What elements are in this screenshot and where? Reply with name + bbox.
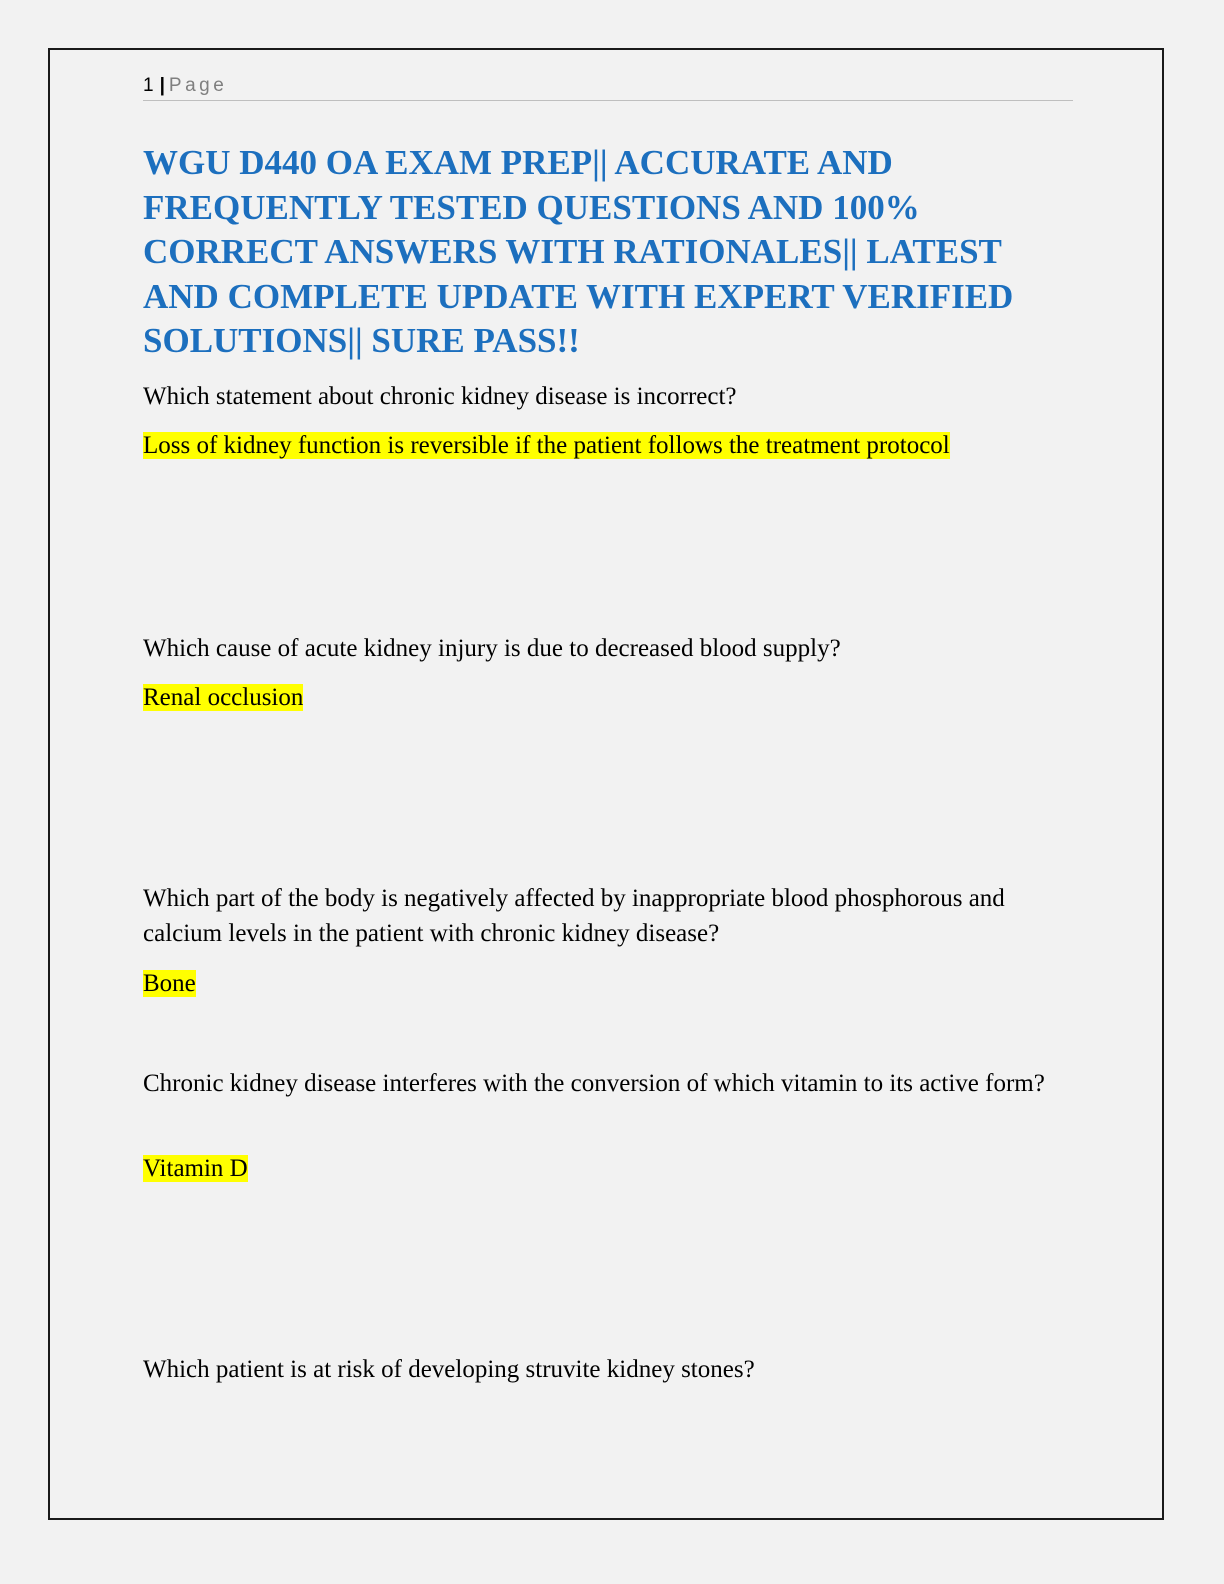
answer-2 — [143, 680, 1073, 715]
answer-3 — [143, 966, 1073, 1001]
answer-4 — [143, 1151, 1073, 1186]
document-title: WGU D440 OA EXAM PREP|| ACCURATE AND FREQUENTLY TESTED QUESTIONS AND 100% CORRECT ANSWERS WITH RATIONALES|| LATEST AND COMPLETE UPDATE WITH EXPERT VERIFIED SOLUTIONS|| SURE PASS!! — [143, 143, 1014, 360]
question-5: Which patient is at risk of developing struvite kidney stones? — [143, 1356, 755, 1383]
page-number: 1 — [143, 75, 154, 96]
answer-2-highlight: Renal occlusion — [143, 684, 304, 711]
answer-1-highlight: Loss of kidney function is reversible if the patient follows the treatment protocol — [143, 432, 950, 459]
answer-3-highlight: Bone — [143, 970, 196, 997]
page-header — [143, 72, 1073, 101]
question-3: Which part of the body is negatively affected by inappropriate blood phosphorous and calcium levels in the patient with chronic kidney disease? — [143, 885, 1005, 947]
page-label: Page — [168, 75, 228, 96]
question-2: Which cause of acute kidney injury is due to decreased blood supply? — [143, 635, 841, 662]
header-separator: | — [159, 75, 165, 96]
question-4: Chronic kidney disease interferes with the conversion of which vitamin to its active form? — [143, 1070, 1045, 1097]
answer-1 — [143, 428, 1073, 463]
question-1: Which statement about chronic kidney disease is incorrect? — [143, 383, 737, 410]
answer-4-highlight: Vitamin D — [143, 1155, 248, 1182]
